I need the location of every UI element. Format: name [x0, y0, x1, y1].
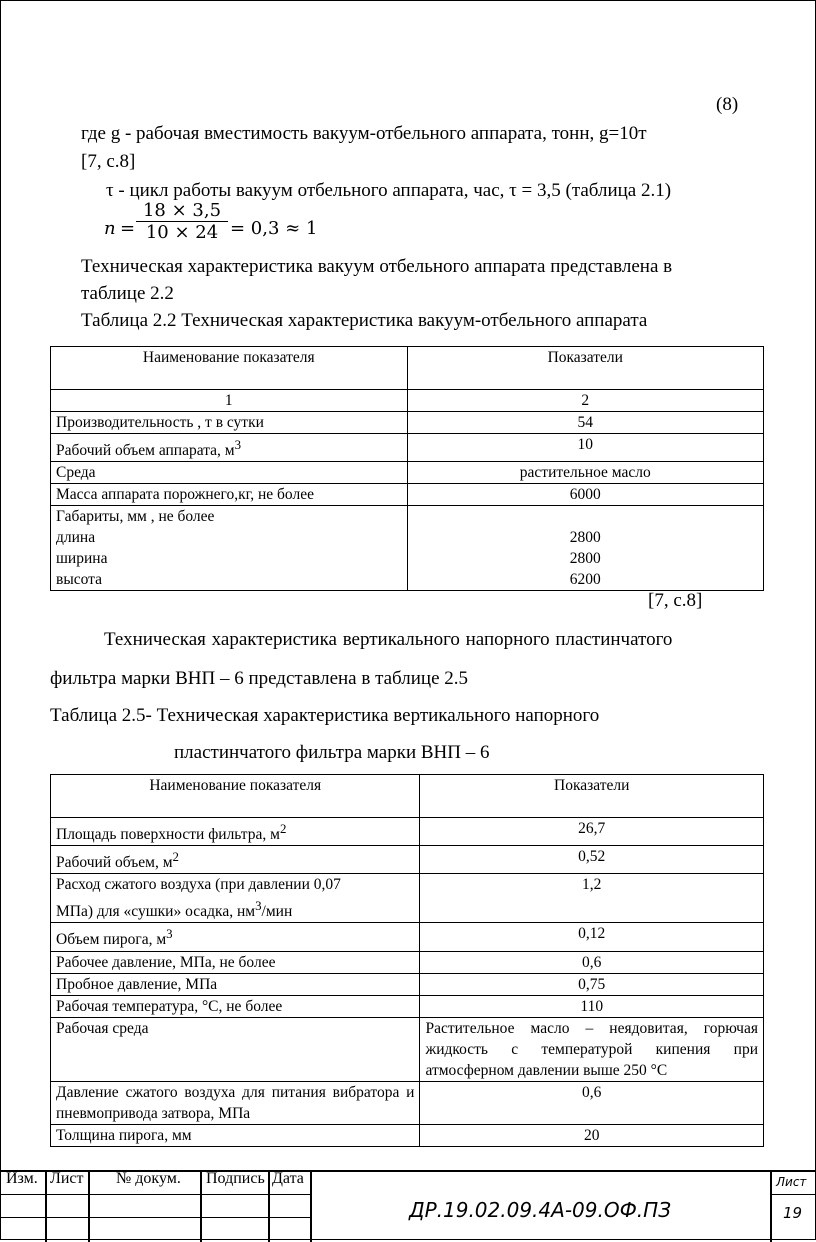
formula-denominator: 10 × 24	[136, 221, 228, 243]
dimensions-title: Габариты, мм , не более	[56, 508, 215, 526]
dim-width-value: 2800	[569, 550, 601, 568]
row-name: Объем пирога, $м^3$	[51, 923, 420, 951]
table-2-5	[50, 774, 764, 1147]
dim-length-value: 2800	[569, 529, 601, 547]
formula-numerator: 18 × 3,5	[142, 200, 222, 221]
table-row	[51, 923, 764, 951]
row-value: 0,75	[420, 973, 764, 995]
document-code: ДР.19.02.09.4А-09.ОФ.ПЗ	[408, 1198, 672, 1222]
sheet-label: Лист	[776, 1175, 807, 1189]
row-name: Рабочая среда	[51, 1017, 420, 1081]
table-row	[51, 462, 764, 484]
sheet-number: 19	[783, 1204, 803, 1222]
row-name: Масса аппарата порожнего,кг, не более	[51, 484, 408, 506]
row-name: Площадь поверхности фильтра, $м^2$	[51, 818, 420, 846]
formula-result: = 0,3 ≈ 1	[230, 218, 318, 239]
dim-height-value: 6200	[569, 571, 601, 589]
table-row-dimensions	[51, 506, 764, 591]
intro1-line1: Техническая характеристика вакуум отбельного аппарата представлена в	[81, 256, 673, 277]
dimensions-values	[407, 506, 763, 591]
intro2-line2: фильтра марки ВНП – 6 представлена в таблице 2.5	[50, 668, 468, 689]
table-row	[51, 874, 764, 923]
row-value: 110	[420, 995, 764, 1017]
stamp-doc-no: № докум.	[116, 1170, 181, 1187]
table-index-row	[51, 390, 764, 412]
stamp-izm: Изм.	[6, 1170, 38, 1187]
table-row	[51, 951, 764, 973]
intro2-line1: Техническая характеристика вертикального напорного пластинчатого	[104, 629, 673, 650]
g-definition: где g - рабочая вместимость вакуум-отбельного аппарата, тонн, g=10т	[81, 123, 647, 144]
table-2-2	[50, 346, 764, 591]
index-cell: 1	[51, 390, 408, 412]
row-name: Расход сжатого воздуха (при давлении 0,07 МПа) для «сушки» осадка, $нм^3$/мин	[51, 874, 420, 923]
row-value: 0,12	[420, 923, 764, 951]
row-name: Рабочая температура, °С, не более	[51, 995, 420, 1017]
row-value: 0,52	[420, 846, 764, 874]
table-row	[51, 412, 764, 434]
row-name: Рабочее давление, МПа, не более	[51, 951, 420, 973]
row-name: Пробное давление, МПа	[51, 973, 420, 995]
dim-height-label: высота	[56, 571, 103, 589]
row-name: Рабочий объем аппарата, $м^3$	[51, 434, 408, 462]
row-value: 10	[407, 434, 763, 462]
row-name: Среда	[51, 462, 408, 484]
row-value: 26,7	[420, 818, 764, 846]
row-name: Рабочий объем, $м^2$	[51, 846, 420, 874]
table-row	[51, 973, 764, 995]
equation-number: (8)	[716, 94, 739, 115]
stamp-list: Лист	[50, 1170, 84, 1187]
table-row	[51, 846, 764, 874]
table2-caption-line2: пластинчатого фильтра марки ВНП – 6	[174, 742, 490, 763]
row-name: Давление сжатого воздуха для питания вибратора и пневмопривода затвора, МПа	[51, 1081, 420, 1124]
row-value: 1,2	[420, 874, 764, 923]
table-header-row	[51, 347, 764, 390]
row-value: 54	[407, 412, 763, 434]
dim-width-label: ширина	[56, 550, 108, 568]
g-reference: [7, с.8]	[81, 151, 136, 172]
table-row	[51, 434, 764, 462]
table-row	[51, 818, 764, 846]
stamp-sign: Подпись	[206, 1170, 265, 1187]
intro1-line2: таблице 2.2	[81, 283, 174, 304]
tau-definition: τ - цикл работы вакуум отбельного аппарата, час, τ = 3,5 (таблица 2.1)	[106, 180, 672, 201]
table-header-row	[51, 775, 764, 818]
row-name: Толщина пирога, мм	[51, 1124, 420, 1146]
formula-equals: =	[120, 218, 136, 239]
table-row	[51, 1124, 764, 1146]
header-name: Наименование показателя	[51, 347, 408, 390]
row-value: 20	[420, 1124, 764, 1146]
row-value: 6000	[407, 484, 763, 506]
row-value: растительное масло	[407, 462, 763, 484]
row-value: 0,6	[420, 951, 764, 973]
table-row	[51, 1081, 764, 1124]
table1-caption: Таблица 2.2 Техническая характеристика вакуум-отбельного аппарата	[81, 310, 648, 331]
header-value: Показатели	[420, 775, 764, 818]
formula-fraction	[136, 200, 228, 243]
index-cell: 2	[407, 390, 763, 412]
row-value: 0,6	[420, 1081, 764, 1124]
header-name: Наименование показателя	[51, 775, 420, 818]
dimensions-names	[51, 506, 408, 591]
table-row	[51, 1017, 764, 1081]
formula-lhs: n	[104, 218, 116, 239]
table1-reference: [7, с.8]	[648, 590, 703, 611]
header-value: Показатели	[407, 347, 763, 390]
stamp-date: Дата	[272, 1170, 304, 1187]
row-value: Растительное масло – неядовитая, горючая жидкость с температурой кипения при атмосферном давлении выше 250 °С	[420, 1017, 764, 1081]
table-row	[51, 995, 764, 1017]
table-row	[51, 484, 764, 506]
dim-length-label: длина	[56, 529, 96, 547]
row-name: Производительность , т в сутки	[51, 412, 408, 434]
table2-caption-line1: Таблица 2.5- Техническая характеристика вертикального напорного	[50, 705, 600, 726]
